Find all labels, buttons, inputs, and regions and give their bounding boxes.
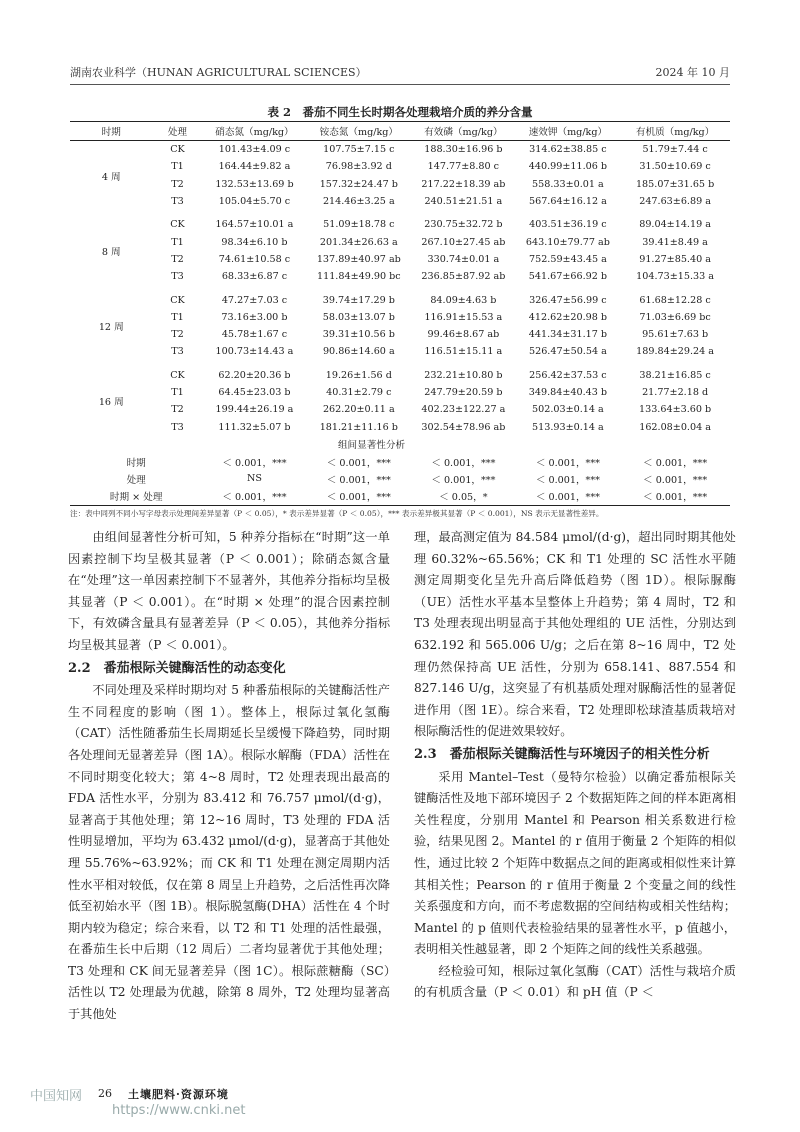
value-cell: 111.84±49.90 bc [317,271,401,283]
treatment-cell: T3 [171,196,184,208]
treatment-cell: T1 [171,236,184,248]
section-heading: 2.2 番茄根际关键酶活性的动态变化 [68,660,286,676]
treatment-cell: T2 [171,253,184,265]
running-header [70,64,730,82]
value-cell: 247.63±6.89 a [639,196,711,208]
section-heading: 2.3 番茄根际关键酶活性与环境因子的相关性分析 [414,746,710,762]
spacer-cell [153,436,203,453]
value-cell: 752.59±43.45 a [528,253,607,265]
anova-value: ＜ 0.001，*** [620,488,730,506]
value-cell: 71.03±6.69 bc [639,311,711,323]
value-cell: 232.21±10.80 b [424,369,503,381]
value-cell: 567.64±16.12 a [528,196,607,208]
anova-value: ＜ 0.001，*** [326,457,391,469]
value-cell: 236.85±87.92 ab [421,271,506,283]
value-cell: 61.68±12.28 c [639,294,711,306]
anova-value: ＜ 0.05，* [411,488,516,506]
value-cell: 101.43±4.09 c [218,144,291,156]
anova-value: ＜ 0.001，*** [307,488,412,506]
table-row [70,384,730,401]
anova-value: NS [246,473,262,485]
table-row [70,158,730,175]
value-cell: 62.20±20.36 b [218,369,291,381]
value-cell: 164.44±9.82 a [218,161,291,173]
value-cell: 99.46±8.67 ab [427,329,500,341]
anova-row [70,453,730,470]
table-header-row [70,122,730,141]
value-cell: 326.47±56.99 c [529,294,607,306]
value-cell: 502.03±0.14 a [532,404,604,416]
anova-value: ＜ 0.001，*** [222,457,287,469]
anova-value: ＜ 0.001，*** [326,474,391,486]
value-cell: 107.75±7.15 c [323,144,395,156]
anova-value: ＜ 0.001，*** [516,488,621,506]
value-cell: 68.33±6.87 c [221,271,288,283]
value-cell: 240.51±21.51 a [424,196,503,208]
page-footer [30,1085,730,1118]
value-cell: 256.42±37.53 c [529,369,607,381]
value-cell: 137.89±40.97 ab [316,253,401,265]
treatment-cell: T3 [171,271,184,283]
value-cell: 201.34±26.63 a [319,236,398,248]
period-cell: 8 周 [101,246,121,258]
value-cell: 188.30±16.96 b [424,144,503,156]
value-cell: 230.75±32.72 b [424,219,503,231]
value-cell: 116.51±15.11 a [424,346,503,358]
value-cell: 247.79±20.59 b [424,387,503,398]
value-cell: 214.46±3.25 a [322,196,395,208]
value-cell: 441.34±31.17 b [528,329,608,341]
journal-name: 湖南农业科学（HUNAN AGRICULTURAL SCIENCES） [70,66,367,79]
value-cell: 157.32±24.47 b [319,178,398,190]
value-cell: 104.73±15.33 a [636,271,715,283]
treatment-cell: T1 [171,161,184,173]
value-cell: 133.64±3.60 b [639,404,712,416]
paragraph: 理，最高测定值为 84.584 μmol/(d·g)，超出同时期其他处理 60.32%~65.56%；CK 和 T1 处理的 SC 活性水平随测定周期变化呈先升高后降低趋势（图 1D）。根际脲酶（UE）活性水平基本呈整体上升趋势；第 4 周时，T2 和 T3 处理表现出明显高于其他处理组的 UE 活性，分别达到 632.192 和 565.006 U/g；之后在第 8~16 周中，T2 处理仍然保持高 UE 活性，分别为 658.141、887.554 和 827.146 U/g，这突显了有机基质处理对脲酶活性的显著促进作用（图 1E）。综合来看，T2 处理即松球渣基质栽培对根际酶活性的促进效果较好。 [414,530,736,739]
value-cell: 40.31±2.79 c [326,387,392,398]
treatment-cell: T2 [171,178,184,190]
table-row [70,326,730,343]
treatment-cell: CK [170,369,185,381]
treatment-cell: T3 [171,346,184,358]
value-cell: 19.26±1.56 d [325,369,392,381]
value-cell: 47.27±7.03 c [221,294,288,306]
treatment-cell: CK [170,219,185,231]
value-cell: 45.78±1.67 c [221,329,288,341]
table-note: 注：表中同列不同小写字母表示处理间差异显著（P ＜ 0.05），* 表示差异显著（P ＜ 0.05），*** 表示差异极其显著（P ＜ 0.001），NS 表示无显著性差异。 [70,509,604,518]
value-cell: 643.10±79.77 ab [525,236,610,248]
value-cell: 31.50±10.69 c [639,161,711,173]
value-cell: 39.31±10.56 b [322,329,395,341]
paragraph: 经检验可知，根际过氧化氢酶（CAT）活性与栽培介质的有机质含量（P ＜ 0.01）和 pH 值（P ＜ [414,963,736,1000]
paragraph: 不同处理及采样时期均对 5 种番茄根际的关键酶活性产生不同程度的影响（图 1）。整体上，根际过氧化氢酶（CAT）活性随番茄生长周期延长呈缓慢下降趋势，同时期各处理间无显著差异（图 1A）。根际水解酶（FDA）活性在不同时期变化较大；第 4~8 周时，T2 处理表现出最高的 FDA 活性水平，分别为 83.412 和 76.757 μmol/(d·g)，显著高于其他处理；第 12~16 周时，T3 处理的 FDA 活性明显增加，平均为 63.432 μmol/(d·g)，显著高于其他处理 55.76%~63.92%；而 CK 和 T1 处理在测定周期内活性水平相对较低，仅在第 8 周呈上升趋势，之后活性再次降低至初始水平（图 1B）。根际脱氢酶(DHA）活性在 4 个时期内较为稳定；综合来看，以 T2 和 T1 处理的活性最强，在番茄生长中后期（12 周后）二者均显著优于其他处理；T3 处理和 CK 间无显著差异（图 1C）。根际蔗糖酶（SC）活性以 T2 处理最为优越，除第 8 周外，T2 处理均显著高于其他处 [68,683,390,1022]
page-number: 26 [98,1087,112,1100]
col-potassium: 速效钾（mg/kg） [516,122,621,141]
value-cell: 98.34±6.10 b [221,236,288,248]
anova-value: ＜ 0.001，*** [535,474,600,486]
value-cell: 58.03±13.07 b [322,311,395,323]
value-cell: 132.53±13.69 b [215,178,294,190]
treatment-cell: CK [170,144,185,156]
table-row [70,291,730,308]
paragraph: 由组间显著性分析可知，5 种养分指标在“时期”这一单因素控制下均呈极其显著（P ＜ 0.001）；除硝态氮含量在“处理”这一单因素控制下不显著外，其他养分指标均呈极其显著（P ＜ 0.001）。在“时期 × 处理”的混合因素控制下，有效磷含量具有显著差异（P ＜ 0.05），其他养分指标均呈极其显著（P ＜ 0.001）。 [68,530,390,652]
anova-value: ＜ 0.001，*** [643,474,708,486]
anova-value: ＜ 0.001，*** [202,488,306,506]
value-cell: 90.86±14.60 a [322,346,395,358]
value-cell: 162.08±0.04 a [639,421,711,433]
value-cell: 89.04±14.19 a [639,219,711,231]
col-nitrate: 硝态氮（mg/kg） [202,122,306,141]
value-cell: 164.57±10.01 a [215,219,294,231]
value-cell: 105.04±5.70 c [218,196,291,208]
value-cell: 91.27±85.40 a [639,253,711,265]
footer-journal-section: 土壤肥料·资源环境 [128,1088,229,1101]
value-cell: 95.61±7.63 b [642,329,709,341]
value-cell: 513.93±0.14 a [532,421,604,433]
table-row [70,141,730,159]
value-cell: 541.67±66.92 b [528,271,608,283]
value-cell: 412.62±20.98 b [528,311,608,323]
col-period: 时期 [70,122,153,141]
value-cell: 38.21±16.85 c [639,369,711,381]
value-cell: 147.77±8.80 c [427,161,500,173]
paragraph: 采用 Mantel–Test（曼特尔检验）以确定番茄根际关键酶活性及地下部环境因子 2 个数据矩阵之间的样本距离相关性程度，分别用 Mantel 和 Pearson 相关系数进行检验，结果见图 2。Mantel 的 r 值用于衡量 2 个矩阵的相似性，通过比较 2 个矩阵中数据点之间的距离或相似性来计算其相关性；Pearson 的 r 值用于衡量 2 个变量之间的线性关系强度和方向，而不考虑数据的空间结构或相关性结构；Mantel 的 p 值则代表检验结果的显著性水平，p 值越小，表明相关性越显著，即 2 个矩阵之间的线性关系越强。 [414,769,736,957]
header-rule [70,84,730,85]
anova-value: ＜ 0.001，*** [535,457,600,469]
value-cell: 199.44±26.19 a [215,404,294,416]
treatment-cell: T1 [171,311,184,323]
table-row [70,176,730,193]
value-cell: 217.22±18.39 ab [421,178,506,190]
table-row [70,367,730,384]
value-cell: 189.84±29.24 a [636,346,715,358]
value-cell: 302.54±78.96 ab [421,421,506,433]
table-row [70,251,730,268]
value-cell: 349.84±40.43 b [528,387,608,398]
anova-title-row [70,436,730,453]
value-cell: 526.47±50.54 a [528,346,607,358]
anova-factor: 处理 [126,474,146,486]
anova-row [70,488,730,506]
table-row [70,401,730,418]
value-cell: 116.91±15.53 a [424,311,503,323]
value-cell: 73.16±3.00 b [221,311,288,323]
value-cell: 558.33±0.01 a [532,178,604,190]
table-row [70,309,730,326]
value-cell: 39.41±8.49 a [642,236,708,248]
value-cell: 262.20±0.11 a [322,404,395,416]
treatment-cell: T2 [171,404,184,416]
col-treatment: 处理 [153,122,203,141]
treatment-cell: T3 [171,421,184,433]
table-caption: 表 2 番茄不同生长时期各处理栽培介质的养分含量 [267,105,533,119]
table-row [70,193,730,210]
cnki-watermark: 中国知网 [30,1089,83,1104]
col-ammonium: 铵态氮（mg/kg） [307,122,412,141]
value-cell: 39.74±17.29 b [322,294,395,306]
anova-factor: 时期 [126,457,146,469]
table-row [70,216,730,233]
value-cell: 403.51±36.19 c [529,219,607,231]
value-cell: 21.77±2.18 d [642,387,709,398]
value-cell: 76.98±3.92 d [325,161,392,173]
anova-title: 组间显著性分析 [337,440,406,452]
right-column [414,527,736,1004]
treatment-cell: T1 [171,387,184,398]
table-row [70,418,730,435]
period-cell: 16 周 [98,397,124,409]
value-cell: 84.09±4.63 b [430,294,497,306]
table-row [70,343,730,360]
value-cell: 100.73±14.43 a [215,346,294,358]
value-cell: 440.99±11.06 b [528,161,608,173]
cnki-url: https://www.cnki.net [112,1103,246,1118]
table-row [70,233,730,250]
value-cell: 74.61±10.58 c [218,253,291,265]
value-cell: 111.32±5.07 b [218,421,291,433]
anova-value: ＜ 0.001，*** [431,457,496,469]
col-phosphorus: 有效磷（mg/kg） [411,122,516,141]
table-row [70,268,730,285]
value-cell: 330.74±0.01 a [427,253,500,265]
value-cell: 64.45±23.03 b [218,387,291,398]
value-cell: 51.09±18.78 c [323,219,395,231]
treatment-cell: CK [170,294,185,306]
nutrient-table [70,121,730,506]
spacer-cell [70,436,153,453]
value-cell: 51.79±7.44 c [642,144,708,156]
treatment-cell: T2 [171,329,184,341]
value-cell: 267.10±27.45 ab [421,236,506,248]
period-cell: 4 周 [101,171,121,183]
value-cell: 314.62±38.85 c [529,144,607,156]
value-cell: 181.21±11.16 b [319,421,398,433]
value-cell: 185.07±31.65 b [635,178,715,190]
anova-row [70,470,730,487]
anova-value: ＜ 0.001，*** [643,457,708,469]
anova-value: ＜ 0.001，*** [431,474,496,486]
anova-factor: 时期 × 处理 [70,488,202,506]
issue-date: 2024 年 10 月 [655,66,730,79]
value-cell: 402.23±122.27 a [421,404,506,416]
col-organic: 有机质（mg/kg） [620,122,730,141]
left-column [68,527,390,1026]
period-cell: 12 周 [98,321,124,333]
table-body [70,141,730,506]
